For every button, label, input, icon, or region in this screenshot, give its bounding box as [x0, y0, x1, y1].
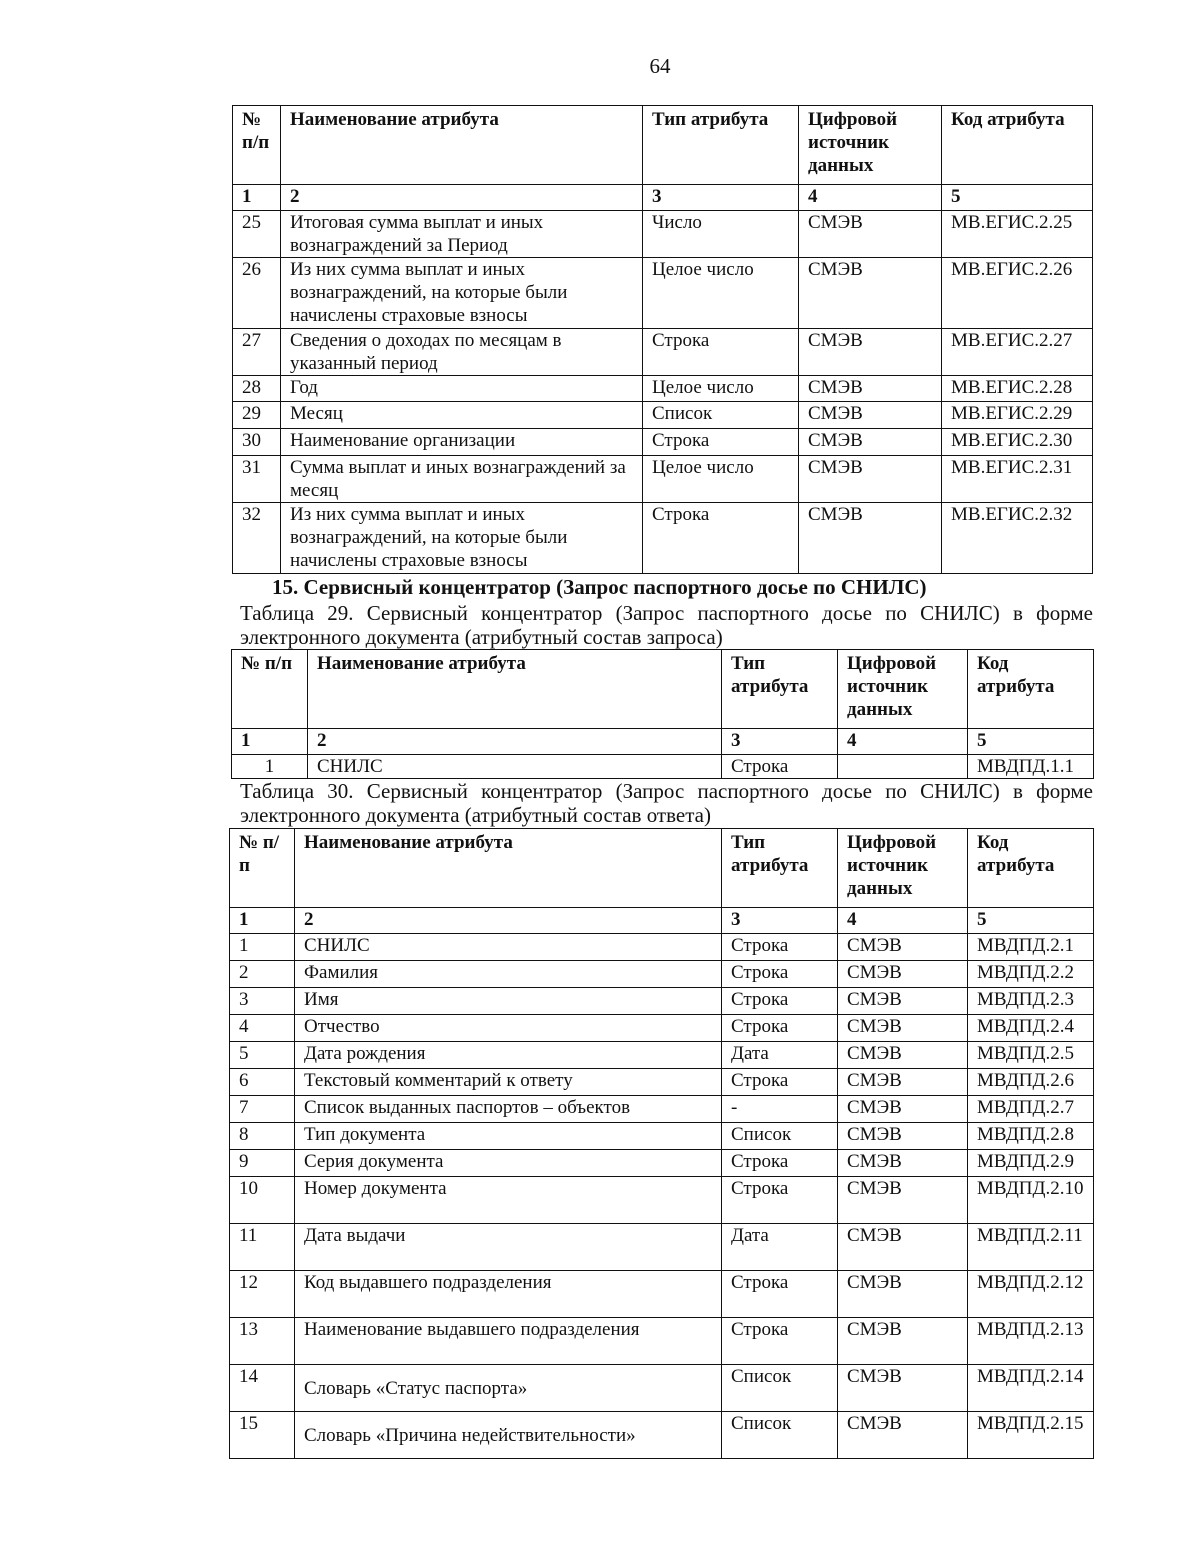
column-index-row [232, 729, 1094, 755]
cell-source: СМЭВ [838, 1042, 968, 1069]
cell-number: 3 [230, 988, 295, 1015]
cell-type: Целое число [643, 376, 799, 402]
col-index: 5 [968, 729, 1094, 755]
cell-code: МВ.ЕГИС.2.31 [942, 456, 1093, 503]
cell-number: 27 [233, 329, 281, 376]
cell-source: СМЭВ [799, 456, 942, 503]
cell-name: Сумма выплат и иных вознаграждений за месяц [281, 456, 643, 503]
header-name: Наименование атрибута [295, 829, 722, 908]
cell-type: Строка [722, 961, 838, 988]
header-number: № п/п [230, 829, 295, 908]
cell-name: Тип документа [295, 1123, 722, 1150]
cell-code: МВДПД.2.10 [968, 1177, 1094, 1224]
cell-type: Строка [643, 503, 799, 574]
table-row [230, 1096, 1094, 1123]
header-source: Цифровой источник данных [838, 650, 968, 729]
table-29 [231, 649, 1094, 779]
cell-name: Текстовый комментарий к ответу [295, 1069, 722, 1096]
table-row [233, 376, 1093, 402]
cell-code: МВ.ЕГИС.2.27 [942, 329, 1093, 376]
cell-type: - [722, 1096, 838, 1123]
cell-name: Имя [295, 988, 722, 1015]
cell-source: СМЭВ [838, 1177, 968, 1224]
section-heading: 15. Сервисный концентратор (Запрос паспортного досье по СНИЛС) [272, 575, 927, 599]
col-index: 3 [722, 908, 838, 934]
cell-source: СМЭВ [799, 211, 942, 258]
cell-source: СМЭВ [838, 1224, 968, 1271]
column-index-row [233, 185, 1093, 211]
cell-number: 1 [230, 934, 295, 961]
cell-type: Строка [722, 934, 838, 961]
cell-number: 28 [233, 376, 281, 402]
cell-number: 9 [230, 1150, 295, 1177]
column-index-row [230, 908, 1094, 934]
table-row [233, 329, 1093, 376]
cell-code: МВДПД.2.5 [968, 1042, 1094, 1069]
cell-name: Месяц [281, 402, 643, 429]
cell-source: СМЭВ [838, 1096, 968, 1123]
header-source: Цифровой источник данных [838, 829, 968, 908]
cell-name: Из них сумма выплат и иных вознаграждений, на которые были начислены страховые взносы [281, 503, 643, 574]
cell-number: 13 [230, 1318, 295, 1365]
cell-type: Строка [722, 1069, 838, 1096]
col-index: 5 [942, 185, 1093, 211]
page-number: 64 [649, 54, 671, 78]
cell-name: Год [281, 376, 643, 402]
cell-type: Список [722, 1412, 838, 1459]
cell-name: Наименование выдавшего подразделения [295, 1318, 722, 1365]
cell-type: Строка [722, 1177, 838, 1224]
cell-type: Дата [722, 1042, 838, 1069]
table-header-row [232, 650, 1094, 729]
cell-source: СМЭВ [799, 402, 942, 429]
header-name: Наименование атрибута [308, 650, 722, 729]
cell-source: СМЭВ [799, 258, 942, 329]
cell-source: СМЭВ [799, 503, 942, 574]
table-row [233, 429, 1093, 456]
cell-code: МВДПД.2.4 [968, 1015, 1094, 1042]
cell-source [838, 755, 968, 779]
table-row [230, 934, 1094, 961]
cell-source: СМЭВ [838, 1069, 968, 1096]
cell-number: 12 [230, 1271, 295, 1318]
cell-name: Сведения о доходах по месяцам в указанный период [281, 329, 643, 376]
cell-type: Строка [643, 429, 799, 456]
cell-code: МВ.ЕГИС.2.32 [942, 503, 1093, 574]
cell-type: Строка [722, 1150, 838, 1177]
header-code: Код атрибута [942, 106, 1093, 185]
cell-code: МВДПД.2.1 [968, 934, 1094, 961]
cell-number: 10 [230, 1177, 295, 1224]
cell-number: 14 [230, 1365, 295, 1412]
col-index: 3 [722, 729, 838, 755]
cell-number: 4 [230, 1015, 295, 1042]
table-row [233, 456, 1093, 503]
header-type: Тип атрибута [643, 106, 799, 185]
cell-type: Строка [722, 1015, 838, 1042]
col-index: 1 [233, 185, 281, 211]
cell-code: МВ.ЕГИС.2.26 [942, 258, 1093, 329]
cell-number: 32 [233, 503, 281, 574]
table-29-caption: Таблица 29. Сервисный концентратор (Запрос паспортного досье по СНИЛС) в форме электронного документа (атрибутный состав запроса) [240, 601, 1093, 649]
cell-code: МВДПД.2.14 [968, 1365, 1094, 1412]
cell-type: Строка [643, 329, 799, 376]
cell-code: МВДПД.2.8 [968, 1123, 1094, 1150]
cell-number: 7 [230, 1096, 295, 1123]
cell-source: СМЭВ [838, 1271, 968, 1318]
header-source: Цифровой источник данных [799, 106, 942, 185]
cell-code: МВДПД.2.2 [968, 961, 1094, 988]
cell-type: Целое число [643, 258, 799, 329]
table-header-row [233, 106, 1093, 185]
cell-number: 8 [230, 1123, 295, 1150]
cell-source: СМЭВ [838, 1365, 968, 1412]
table-row [230, 1271, 1094, 1318]
cell-name: Код выдавшего подразделения [295, 1271, 722, 1318]
cell-type: Список [722, 1123, 838, 1150]
cell-number: 15 [230, 1412, 295, 1459]
attribute-table-continued [232, 105, 1093, 574]
cell-name: СНИЛС [295, 934, 722, 961]
cell-code: МВДПД.2.15 [968, 1412, 1094, 1459]
cell-name: Фамилия [295, 961, 722, 988]
col-index: 4 [799, 185, 942, 211]
header-code: Код атрибута [968, 829, 1094, 908]
cell-code: МВДПД.2.13 [968, 1318, 1094, 1365]
table-header-row [230, 829, 1094, 908]
cell-type: Список [643, 402, 799, 429]
cell-type: Строка [722, 1318, 838, 1365]
table-30-caption: Таблица 30. Сервисный концентратор (Запрос паспортного досье по СНИЛС) в форме электронного документа (атрибутный состав ответа) [240, 779, 1093, 827]
cell-number: 25 [233, 211, 281, 258]
cell-code: МВ.ЕГИС.2.29 [942, 402, 1093, 429]
cell-name: Словарь «Статус паспорта» [295, 1365, 722, 1412]
cell-name: Итоговая сумма выплат и иных вознаграждений за Период [281, 211, 643, 258]
cell-code: МВДПД.2.7 [968, 1096, 1094, 1123]
table-row [230, 1318, 1094, 1365]
header-type: Тип атрибута [722, 829, 838, 908]
col-index: 4 [838, 908, 968, 934]
col-index: 2 [308, 729, 722, 755]
table-row [230, 1365, 1094, 1412]
header-type: Тип атрибута [722, 650, 838, 729]
cell-number: 6 [230, 1069, 295, 1096]
col-index: 2 [281, 185, 643, 211]
cell-source: СМЭВ [838, 1150, 968, 1177]
cell-source: СМЭВ [799, 429, 942, 456]
cell-name: Дата выдачи [295, 1224, 722, 1271]
table-row [230, 1042, 1094, 1069]
table-row [230, 1224, 1094, 1271]
cell-type: Список [722, 1365, 838, 1412]
cell-name: Из них сумма выплат и иных вознаграждений, на которые были начислены страховые взносы [281, 258, 643, 329]
header-name: Наименование атрибута [281, 106, 643, 185]
cell-number: 31 [233, 456, 281, 503]
cell-source: СМЭВ [838, 934, 968, 961]
table-row [230, 1412, 1094, 1459]
cell-name: Словарь «Причина недействительности» [295, 1412, 722, 1459]
cell-name: Список выданных паспортов – объектов [295, 1096, 722, 1123]
col-index: 5 [968, 908, 1094, 934]
table-row [230, 1123, 1094, 1150]
cell-type: Целое число [643, 456, 799, 503]
cell-number: 30 [233, 429, 281, 456]
table-row [233, 258, 1093, 329]
table-row [230, 1150, 1094, 1177]
table-row [230, 1069, 1094, 1096]
table-row [230, 1177, 1094, 1224]
table-30 [229, 828, 1094, 1459]
cell-source: СМЭВ [838, 1015, 968, 1042]
cell-source: СМЭВ [838, 961, 968, 988]
cell-type: Дата [722, 1224, 838, 1271]
cell-number: 29 [233, 402, 281, 429]
header-number: № п/п [233, 106, 281, 185]
cell-name: Серия документа [295, 1150, 722, 1177]
cell-source: СМЭВ [799, 376, 942, 402]
header-code: Код атрибута [968, 650, 1094, 729]
col-index: 4 [838, 729, 968, 755]
cell-code: МВДПД.2.12 [968, 1271, 1094, 1318]
table-row [233, 402, 1093, 429]
cell-type: Число [643, 211, 799, 258]
cell-source: СМЭВ [838, 988, 968, 1015]
cell-source: СМЭВ [838, 1318, 968, 1365]
cell-code: МВ.ЕГИС.2.25 [942, 211, 1093, 258]
cell-code: МВДПД.2.9 [968, 1150, 1094, 1177]
cell-type: Строка [722, 988, 838, 1015]
cell-code: МВДПД.2.6 [968, 1069, 1094, 1096]
cell-source: СМЭВ [838, 1412, 968, 1459]
table-row [233, 211, 1093, 258]
cell-name: Номер документа [295, 1177, 722, 1224]
cell-code: МВ.ЕГИС.2.30 [942, 429, 1093, 456]
header-number: № п/п [232, 650, 308, 729]
cell-name: Дата рождения [295, 1042, 722, 1069]
cell-name: Наименование организации [281, 429, 643, 456]
cell-source: СМЭВ [838, 1123, 968, 1150]
cell-code: МВДПД.2.11 [968, 1224, 1094, 1271]
cell-code: МВДПД.2.3 [968, 988, 1094, 1015]
table-row [233, 503, 1093, 574]
cell-number: 26 [233, 258, 281, 329]
cell-number: 1 [232, 755, 308, 779]
table-row [230, 961, 1094, 988]
cell-name: Отчество [295, 1015, 722, 1042]
col-index: 3 [643, 185, 799, 211]
cell-name: СНИЛС [308, 755, 722, 779]
table-row [230, 988, 1094, 1015]
cell-code: МВДПД.1.1 [968, 755, 1094, 779]
table-row [230, 1015, 1094, 1042]
cell-code: МВ.ЕГИС.2.28 [942, 376, 1093, 402]
cell-number: 2 [230, 961, 295, 988]
col-index: 1 [230, 908, 295, 934]
cell-type: Строка [722, 755, 838, 779]
col-index: 2 [295, 908, 722, 934]
cell-source: СМЭВ [799, 329, 942, 376]
col-index: 1 [232, 729, 308, 755]
table-row [232, 755, 1094, 779]
cell-number: 11 [230, 1224, 295, 1271]
cell-type: Строка [722, 1271, 838, 1318]
cell-number: 5 [230, 1042, 295, 1069]
